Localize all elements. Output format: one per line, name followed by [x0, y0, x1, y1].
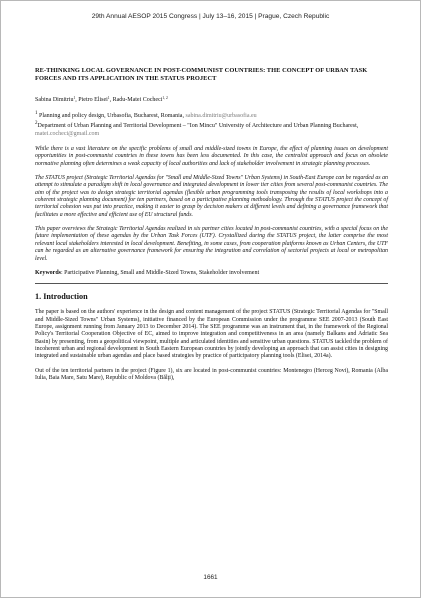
author: Radu-Matei Cocheci: [112, 96, 163, 103]
email-link[interactable]: matei.cocheci@gmail.com: [35, 130, 100, 137]
author-list: Sabina Dimitriu$^1$, Pietro Elisei$^1$, Radu-Matei Cocheci$^{1, 2}$: [35, 95, 168, 103]
divider: [35, 283, 388, 284]
abstract: [35, 146, 388, 263]
affiliation-1: $^1$ Planning and policy design, Urbasofia, Bucharest, Romania, sabina.dimitriu@urbasofia.eu: [35, 110, 257, 119]
keywords-label: Keywords: [35, 269, 61, 276]
email-link[interactable]: sabina.dimitriu@urbasofia.eu: [185, 112, 257, 119]
abstract-paragraph: This paper overviews the Strategic Territorial Agendas realized in six partner cities located in post-communist countries, with a special focus on the future implementation of these agendas by the Urban Task Forces (UTF). Crystallized during the STATUS project, the latter comprise the most relevant local stakeholders interested in local development. Benefiting, in some cases, from cooperation platforms known as Urban Centers, the UTF can be regarded as an alternative governance framework for ensuring the integration and correlation of sectorial projects at local or metropolitan level.: [35, 226, 388, 262]
body-text: [35, 309, 388, 382]
keywords-text: : Participative Planning, Small and Middle-Sized Towns, Stakeholder involvement: [61, 269, 260, 276]
affiliations: [35, 110, 388, 138]
running-header: 29th Annual AESOP 2015 Congress | July 13–16, 2015 | Prague, Czech Republic: [91, 13, 330, 20]
keywords: [35, 270, 388, 277]
abstract-paragraph: The STATUS project (Strategic Territorial Agendas for "Small and Middle-Sized Towns" Urban Systems) in South-East Europe can be regarded as an attempt to stimulate a paradigm shift in local governance and integrated development in lower tier cities from several post-communist countries. The aim of the project was to design strategic territorial agendas (flexible urban programming tools transposing the results of local workshops into a coherent strategic planning document) for ten partners, based on a participative planning methodology. Through the STATUS project the concept of territorial cohesion was put into practice, making it easier to grasp by decision makers at different levels and defining a governance framework that facilitates a more effective and efficient use of EU structural funds.: [35, 175, 388, 218]
page-number: 1661: [203, 574, 218, 581]
section-heading: 1. Introduction: [35, 292, 88, 302]
author-affil-mark: 1, 2: [162, 95, 168, 100]
paper-title: RE-THINKING LOCAL GOVERNANCE IN POST-COMMUNIST COUNTRIES: THE CONCEPT OF URBAN TASK FORCES AND ITS APPLICATION IN THE STATUS PROJECT: [35, 67, 368, 83]
author: Sabina Dimitriu: [35, 96, 74, 103]
page-content: [35, 67, 388, 389]
author-affil-mark: 1: [107, 95, 110, 100]
author-affil-mark: 1: [73, 95, 76, 100]
body-paragraph: Out of the ten territorial partners in the project (Figure 1), six are located in post-communist countries: Montenegro (Herceg Novi), Romania (Alba Iulia, Baia Mare, Satu Mare), Republic of Moldova (Bălţi),: [35, 367, 388, 381]
affiliation-2: $^2$Department of Urban Planning and Territorial Development – "Ion Mincu" University of Architecture and Urban Planning Bucharest, matei.cocheci@gmail.com: [35, 121, 359, 137]
abstract-paragraph: While there is a vast literature on the specific problems of small and middle-sized towns in Europe, the effect of planning issues on development opportunities in post-communist countries in these towns has been less documented. In this case, the centralist approach and focus on obsolete normative planning often determines a weak capacity of local authorities and lack of stakeholder involvement in strategic planning processes.: [35, 146, 388, 167]
body-paragraph: The paper is based on the authors' experience in the design and content management of the project STATUS (Strategic Territorial Agendas for "Small and Middle-Sized Towns" Urban Systems), initiative financed by the European Commission under the programme SEE 2007-2013 (South East Europe, assignment running from January 2013 to December 2014). The SEE programme was an instrument that, in the framework of the Regional Policy's Territorial Cooperation Objective of EC, aimed to improve integration and competitiveness in an area (namely Balkans and Adriatic Sea Basin) by presenting, from a geopolitical viewpoint, multiple and articulated identities and sensitive urban questions. STATUS tackled the problem of incoherent urban and regional development in South Eastern European countries by jointly developing an approach that can assist cities in designing integrated and sustainable urban agendas and place based strategies by practice of participatory planning tools (Elisei, 2014a).: [35, 309, 388, 360]
author: Pietro Elisei: [78, 96, 108, 103]
